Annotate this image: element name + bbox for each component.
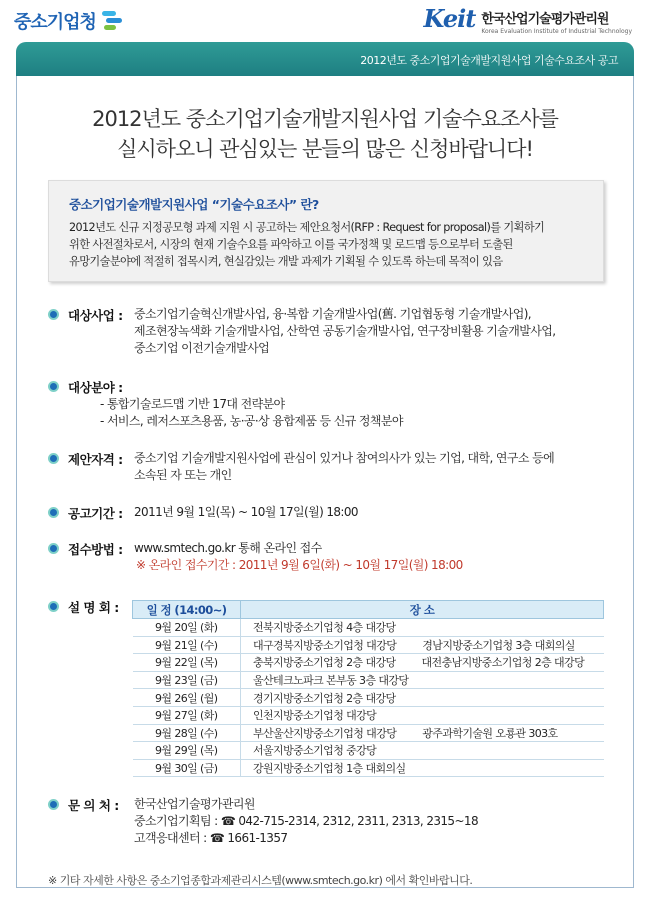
bullet-icon [48,543,59,554]
schedule-venue: 전북지방중소기업청 4층 대강당 [241,619,604,637]
period-value: 2011년 9월 1일(목) ~ 10월 17일(월) 18:00 [134,505,358,519]
schedule-date: 9월 21일 (수) [133,636,241,654]
section-label: 제안자격 : [68,452,123,467]
contact-phone-planning[interactable]: 중소기업기획팀 : ☎ 042-715-2314, 2312, 2311, 2313, 2315~18 [134,814,478,828]
smba-logo-text: 중소기업청 [14,12,96,33]
schedule-venue: 울산테크노파크 본부동 3층 대강당 [241,671,604,689]
contact-phone-center[interactable]: 고객응대센터 : ☎ 1661-1357 [134,831,288,845]
schedule-date: 9월 30일 (금) [133,759,241,777]
section-line: 중소기업 이전기술개발사업 [134,341,270,355]
definition-line: 유망기술분야에 적절히 접목시켜, 현실감있는 개발 과제가 기획될 수 있도록 하는데 목적이 있음 [69,255,503,268]
page-title [16,104,634,164]
method-value[interactable]: www.smtech.go.kr 통해 온라인 접수 [134,541,322,555]
table-row [133,759,604,777]
table-header-venue: 장 소 [241,601,604,619]
smba-logo[interactable] [14,8,126,34]
title-line-2: 실시하오니 관심있는 분들의 많은 신청바랍니다! [117,137,533,161]
schedule-venue: 인천지방중소기업청 대강당 [241,706,604,724]
schedule-venue: 서울지방중소기업청 중강당 [241,742,604,760]
schedule-date: 9월 28일 (수) [133,724,241,742]
section-label: 접수방법 : [68,542,123,557]
banner-text: 2012년도 중소기업기술개발지원사업 기술수요조사 공고 [360,54,618,67]
schedule-date: 9월 29일 (목) [133,742,241,760]
page-header [0,0,650,42]
briefing-schedule-table [132,600,604,777]
definition-line: 2012년도 신규 지정공모형 과제 지원 시 공고하는 제안요청서(RFP : Request for proposal)를 기획하기 [69,221,545,234]
schedule-venue: 부산울산지방중소기업청 대강당 광주과학기술원 오룡관 303호 [241,724,604,742]
schedule-venue: 강원지방중소기업청 1층 대회의실 [241,759,604,777]
definition-line: 위한 사전절차로서, 시장의 현재 기술수요를 파악하고 이를 국가정책 및 로드맵 등으로부터 도출된 [69,238,513,251]
section-label: 문 의 처 : [68,798,119,813]
table-row [133,706,604,724]
bullet-icon [48,381,59,392]
contact-org: 한국산업기술평가관리원 [134,797,255,811]
table-row [133,619,604,637]
schedule-date: 9월 27일 (화) [133,706,241,724]
section-label: 공고기간 : [68,506,123,521]
section-line: 소속된 자 또는 개인 [134,468,232,482]
schedule-venue: 대구경북지방중소기업청 대강당 경남지방중소기업청 3층 대회의실 [241,636,604,654]
section-line: - 통합기술로드맵 기반 17대 전략분야 [100,397,285,411]
schedule-date: 9월 20일 (화) [133,619,241,637]
section-line: 제조현장녹색화 기술개발사업, 산학연 공동기술개발사업, 연구장비활용 기술개발사업, [134,324,556,338]
table-row [133,636,604,654]
section-line: 중소기업 기술개발지원사업에 관심이 있거나 참여의사가 있는 기업, 대학, 연구소 등에 [134,451,555,465]
schedule-date: 9월 26일 (월) [133,689,241,707]
section-label: 설 명 회 : [68,600,119,615]
table-header-row [133,601,604,619]
notice-banner [16,42,634,76]
bullet-icon [48,309,59,320]
method-note: ※ 온라인 접수기간 : 2011년 9월 6일(화) ~ 10월 17일(월) 18:00 [136,558,463,572]
footer-note: ※ 기타 자세한 사항은 중소기업종합과제관리시스템(www.smtech.go.kr) 에서 확인바랍니다. [48,874,473,887]
section-label: 대상사업 : [68,308,123,323]
table-header-date: 일 정 (14:00~) [133,601,241,619]
section-line: - 서비스, 레저스포츠용품, 농·공·상 융합제품 등 신규 정책분야 [100,414,403,428]
table-row [133,689,604,707]
schedule-date: 9월 23일 (금) [133,671,241,689]
smba-logo-mark-icon [100,8,126,34]
keit-logo-wordmark: Keit [423,4,476,33]
title-line-1: 2012년도 중소기업기술개발지원사업 기술수요조사를 [92,107,558,131]
section-line: 중소기업기술혁신개발사업, 융·복합 기술개발사업(舊. 기업협동형 기술개발사업), [134,307,532,321]
bullet-icon [48,601,59,612]
schedule-date: 9월 22일 (목) [133,654,241,672]
table-row [133,671,604,689]
section-label: 대상분야 : [68,380,123,395]
keit-org-name-en: Korea Evaluation Institute of Industrial Technology [481,28,632,35]
keit-org-name: 한국산업기술평가관리원 [481,12,609,27]
schedule-venue: 경기지방중소기업청 2층 대강당 [241,689,604,707]
definition-box [48,180,604,282]
schedule-venue: 충북지방중소기업청 2층 대강당 대전충남지방중소기업청 2층 대강당 [241,654,604,672]
bullet-icon [48,507,59,518]
table-row [133,724,604,742]
bullet-icon [48,799,59,810]
table-row [133,654,604,672]
table-row [133,742,604,760]
bullet-icon [48,453,59,464]
definition-title: 중소기업기술개발지원사업 “기술수요조사” 란? [69,197,319,212]
keit-logo[interactable] [424,6,632,35]
